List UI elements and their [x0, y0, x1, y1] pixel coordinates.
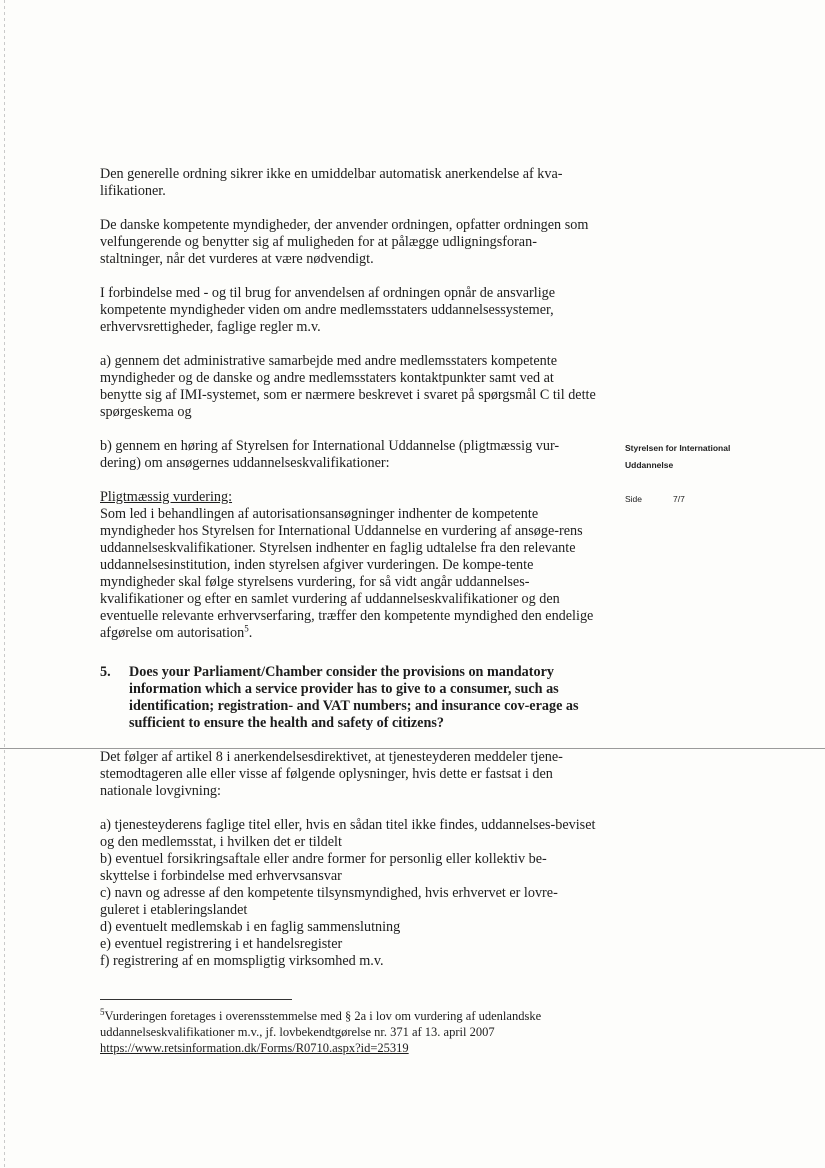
page-indicator [625, 494, 685, 504]
list-item: f) registrering af en momspligtig virksomhed m.v. [100, 953, 384, 969]
scan-edge [4, 0, 5, 1168]
document-body [100, 166, 596, 970]
footnote-divider [100, 999, 292, 1000]
question-5 [100, 664, 596, 732]
organisation-name-line1: Styrelsen for International [625, 443, 731, 453]
heading-mandatory-assessment: Pligtmæssig vurdering: [100, 489, 233, 505]
information-list [100, 817, 596, 970]
footnote-number: 5 [100, 1006, 105, 1017]
question-text: Does your Parliament/Chamber consider the provisions on mandatory information which a service provider has to give to a consumer, such as identification; registration- and VAT numbers; and insurance cov-erage as sufficient to ensure the health and safety of citizens? [129, 664, 579, 731]
footnote [100, 1008, 590, 1056]
footnote-link[interactable]: https://www.retsinformation.dk/Forms/R0710.aspx?id=25319 [100, 1041, 409, 1055]
list-item: c) navn og adresse af den kompetente tilsynsmyndighed, hvis erhvervet er lovre-guleret i etableringslandet [100, 885, 558, 918]
footnote-text: Vurderingen foretages i overensstemmelse med § 2a i lov om vurdering af udenlandske uddannelseskvalifikationer m.v., jf. lovbekendtgørelse nr. 371 af 13. april 2007 [100, 1009, 542, 1039]
paragraph-danish-authorities: De danske kompetente myndigheder, der anvender ordningen, opfatter ordningen som velfungerende og benytter sig af muligheden for at pålægge udligningsforan-staltninger, når det vurderes at være nødvendigt. [100, 217, 589, 267]
organisation-name-line2: Uddannelse [625, 460, 674, 470]
paragraph-knowledge: I forbindelse med - og til brug for anvendelsen af ordningen opnår de ansvarlige kompetente myndigheder viden om andre medlemsstaters uddannelsessystemer, erhvervsrettigheder, faglige regler m.v. [100, 285, 556, 335]
paragraph-general-scheme: Den generelle ordning sikrer ikke en umiddelbar automatisk anerkendelse af kva-lifikationer. [100, 166, 563, 199]
question-number: 5. [100, 664, 111, 680]
page-label: Side [625, 494, 643, 504]
list-item: b) eventuel forsikringsaftale eller andre former for personlig eller kollektiv be-skyttelse i forbindelse med erhvervsansvar [100, 851, 547, 884]
paragraph-item-a: a) gennem det administrative samarbejde med andre medlemsstaters kompetente myndigheder og de danske og andre medlemsstaters kontaktpunkter samt ved at benytte sig af IMI-systemet, som er nærmere beskrevet i svaret på spørgsmål C til dette spørgeskema og [100, 353, 596, 420]
list-item: a) tjenesteyderens faglige titel eller, hvis en sådan titel ikke findes, uddannelses-beviset og den medlemsstat, i hvilken det er tildelt [100, 817, 596, 850]
paragraph-article-8: Det følger af artikel 8 i anerkendelsesdirektivet, at tjenesteyderen meddeler tjene-stemodtageren alle eller visse af følgende oplysninger, hvis dette er fastsat i den nationale lovgivning: [100, 749, 563, 799]
paragraph-mandatory-assessment: Som led i behandlingen af autorisationsansøgninger indhenter de kompetente myndigheder hos Styrelsen for International Uddannelse en vurdering af ansøge-rens uddannelseskvalifikationer. Styrelsen indhenter en faglig udtalelse fra den relevante uddannelsesinstitution, inden styrelsen afgiver vurderingen. De kompe-tente myndigheder skal følge styrelsens vurdering, for så vidt angår uddannelses-kvalifikationer og efter en samlet vurdering af uddannelseskvalifikationer og den eventuelle relevante erhvervserfaring, træffer den kompetente myndighed den endelige afgørelse om autorisation$^5$. [100, 506, 594, 641]
page-number: 7/7 [673, 494, 685, 504]
list-item: e) eventuel registrering i et handelsregister [100, 936, 343, 952]
footnote-ref: 5 [244, 623, 249, 634]
paragraph-item-b: b) gennem en høring af Styrelsen for International Uddannelse (pligtmæssig vur-dering) om ansøgernes uddannelseskvalifikationer: [100, 438, 560, 471]
list-item: d) eventuelt medlemskab i en faglig sammenslutning [100, 919, 401, 935]
sidebar-organisation [625, 440, 775, 474]
